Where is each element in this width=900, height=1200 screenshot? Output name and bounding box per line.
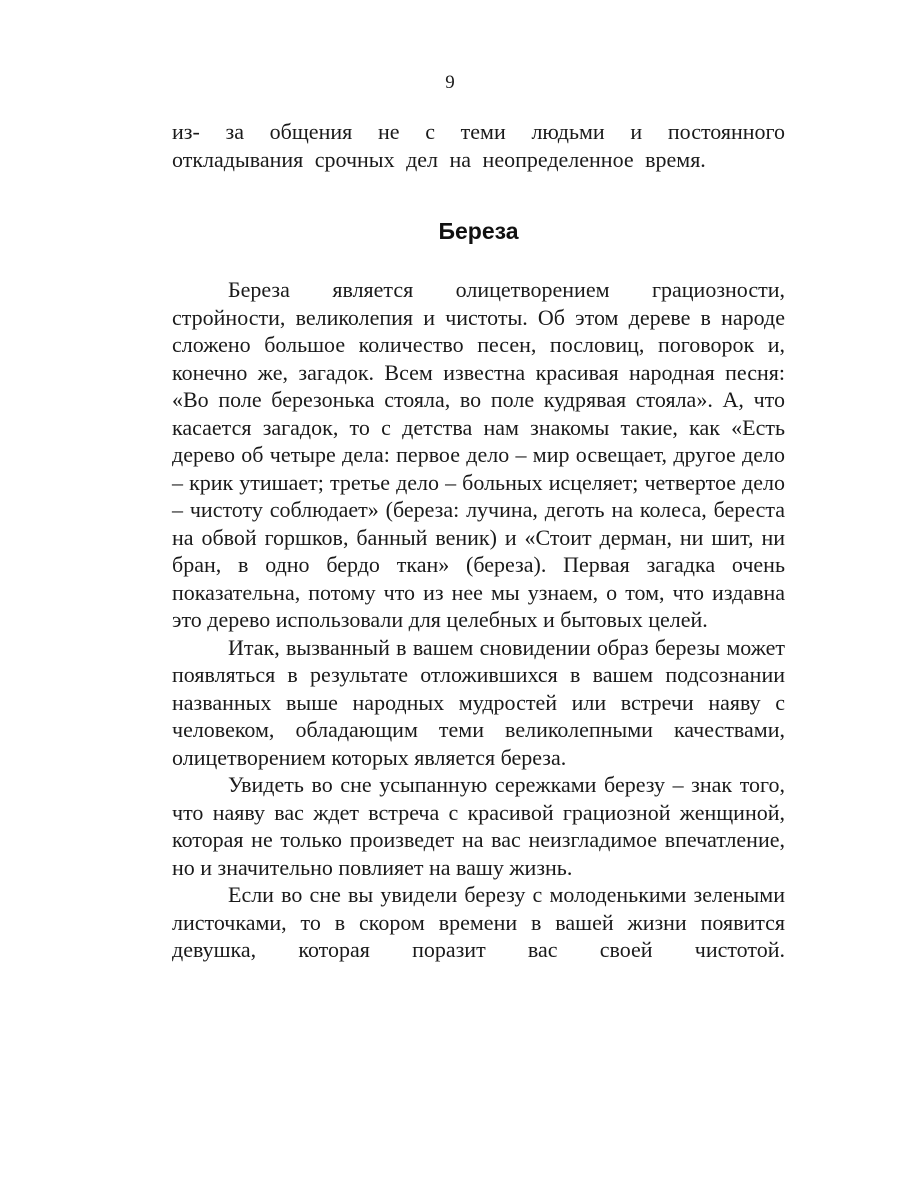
section-title: Береза xyxy=(438,218,519,244)
continued-paragraph: из- за общения не с теми людьми и постоянного откладывания срочных дел на неопределенное время. xyxy=(172,119,785,172)
page-number: 9 xyxy=(445,72,455,93)
page-body xyxy=(172,118,785,964)
paragraph-4: Если во сне вы увидели березу с молоденькими зелеными листочками, то в скором времени в вашей жизни появится девушка, которая поразит вас своей чистотой. xyxy=(172,882,785,962)
paragraph-1: Береза является олицетворением грациозности, стройности, великолепия и чистоты. Об этом дереве в народе сложено большое количество песен, пословиц, поговорок и, конечно же, загадок. Всем известна красивая народная песня: «Во поле березонька стояла, во поле кудрявая стояла». А, что касается загадок, то с детства нам знакомы такие, как «Есть дерево об четыре дела: первое дело – мир освещает, другое дело – крик утишает; третье дело – больных исцеляет; четвертое дело – чистоту соблюдает» (береза: лучина, деготь на колеса, береста на обвой горшков, банный веник) и «Стоит дерман, ни шит, ни бран, в одно бердо ткан» (береза). Первая загадка очень показательна, потому что из нее мы узнаем, о том, что издавна это дерево использовали для целебных и бытовых целей. xyxy=(172,277,785,632)
paragraph-2: Итак, вызванный в вашем сновидении образ березы может появляться в результате отложившихся в вашем подсознании названных выше народных мудростей или встречи наяву с человеком, обладающим теми великолепными качествами, олицетворением которых является береза. xyxy=(172,634,785,770)
paragraph-3: Увидеть во сне усыпанную сережками березу – знак того, что наяву вас ждет встреча с красивой грациозной женщиной, которая не только произведет на вас неизгладимое впечатление, но и значительно повлияет на вашу жизнь. xyxy=(172,772,785,880)
